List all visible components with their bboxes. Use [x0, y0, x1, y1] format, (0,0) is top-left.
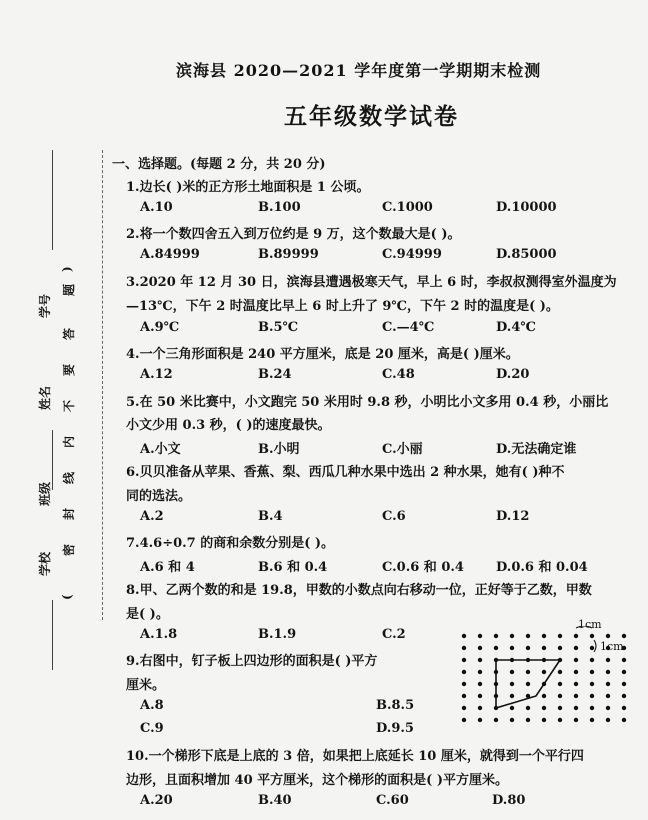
- nail-dot: [510, 694, 514, 698]
- binding-margin: [0, 0, 112, 820]
- nail-dot: [574, 670, 578, 674]
- nail-dot: [526, 718, 530, 722]
- option-c: C.9: [140, 721, 164, 736]
- option-b: B.40: [258, 793, 292, 808]
- nail-dot: [542, 694, 546, 698]
- unit-bracket-right: [594, 640, 596, 652]
- option-c: C.0.6 和 0.4: [382, 560, 464, 575]
- option-a: A.12: [140, 367, 173, 382]
- option-d: D.10000: [496, 200, 557, 215]
- nail-dot: [558, 646, 562, 650]
- nail-dot: [510, 670, 514, 674]
- nail-dot: [558, 706, 562, 710]
- option-d: D.4℃: [496, 320, 536, 335]
- nail-dot: [510, 706, 514, 710]
- nail-dot: [622, 658, 626, 662]
- option-d: D.无法确定谁: [496, 442, 577, 457]
- option-b: B.24: [258, 367, 292, 382]
- blank-line: [52, 150, 53, 250]
- nail-dot: [622, 694, 626, 698]
- nail-dot: [574, 718, 578, 722]
- section-title: 一、选择题。(每题 2 分，共 20 分): [112, 157, 326, 172]
- nail-dot: [478, 646, 482, 650]
- nail-dot: [478, 658, 482, 662]
- option-a: A.2: [140, 509, 164, 524]
- nail-dot: [542, 634, 546, 638]
- question-stem: 4.一个三角形面积是 240 平方厘米，底是 20 厘米，高是( )厘米。: [126, 347, 519, 362]
- nail-dot: [558, 670, 562, 674]
- nail-dot: [606, 670, 610, 674]
- nail-dot: [590, 682, 594, 686]
- nail-dot: [558, 694, 562, 698]
- unit-label-right: 1cm: [600, 640, 624, 653]
- binding-label-mi: 密: [62, 543, 76, 556]
- nail-dot: [510, 682, 514, 686]
- option-c: C.小丽: [382, 442, 423, 457]
- option-d: D.12: [496, 509, 530, 524]
- nail-dot: [542, 706, 546, 710]
- binding-label-xian: 线: [62, 471, 76, 484]
- nail-dot: [558, 634, 562, 638]
- binding-label-ti: 题: [62, 283, 76, 296]
- option-a: A.9℃: [140, 320, 180, 335]
- binding-label-feng: 封: [62, 507, 76, 520]
- unit-label-top: 1cm: [578, 618, 602, 631]
- blank-line: [52, 430, 53, 490]
- blank-line: [52, 600, 53, 670]
- option-c: C.—4℃: [382, 320, 435, 335]
- question-stem: 2.将一个数四舍五入到万位约是 9 万，这个数最大是( )。: [126, 227, 461, 242]
- nail-dot: [510, 634, 514, 638]
- nail-dot: [494, 718, 498, 722]
- nail-dot: [590, 718, 594, 722]
- nail-dot: [606, 658, 610, 662]
- nail-dot: [462, 706, 466, 710]
- nail-dot: [590, 694, 594, 698]
- nail-dot: [510, 718, 514, 722]
- nail-dot: [590, 646, 594, 650]
- question-stem: 是( )。: [126, 607, 169, 622]
- nail-dot: [478, 706, 482, 710]
- option-c: C.6: [382, 509, 406, 524]
- question-stem: —13℃，下午 2 时温度比早上 6 时上升了 9℃，下午 2 时的温度是( )。: [126, 299, 559, 314]
- nail-dot: [606, 718, 610, 722]
- option-d: D.20: [496, 367, 530, 382]
- nail-dot: [622, 706, 626, 710]
- option-d: D.80: [492, 793, 526, 808]
- nail-dot: [590, 634, 594, 638]
- binding-label-da: 答: [62, 327, 76, 340]
- question-stem: 10.一个梯形下底是上底的 3 倍，如果把上底延长 10 厘米，就得到一个平行四: [126, 749, 584, 764]
- nail-dot: [494, 646, 498, 650]
- question-stem: 7.4.6÷0.7 的商和余数分别是( )。: [126, 536, 335, 551]
- nail-dot: [622, 670, 626, 674]
- option-b: B.5℃: [258, 320, 299, 335]
- nail-dot: [606, 634, 610, 638]
- nail-dot: [462, 718, 466, 722]
- nail-dot: [478, 634, 482, 638]
- nail-board-figure: [454, 618, 630, 734]
- seal-line: [102, 150, 103, 620]
- nail-dot: [606, 694, 610, 698]
- option-d: D.9.5: [376, 721, 414, 736]
- nail-dot: [590, 706, 594, 710]
- nail-dot: [462, 670, 466, 674]
- option-b: B.小明: [258, 442, 300, 457]
- nail-dot: [542, 718, 546, 722]
- nail-dot: [478, 718, 482, 722]
- question-stem: 3.2020 年 12 月 30 日，滨海县遭遇极寒天气，早上 6 时，李叔叔测得室外温度为: [126, 275, 617, 290]
- option-a: A.1.8: [140, 627, 178, 642]
- nail-dot: [462, 682, 466, 686]
- question-stem: 9.右图中，钉子板上四边形的面积是( )平方: [126, 654, 378, 669]
- option-a: A.20: [140, 793, 173, 808]
- option-a: A.6 和 4: [140, 560, 195, 575]
- option-a: A.小文: [140, 442, 181, 457]
- nail-dot: [622, 634, 626, 638]
- nail-dot: [558, 718, 562, 722]
- binding-label-banji: 班级: [38, 481, 52, 506]
- option-c: C.1000: [382, 200, 433, 215]
- option-b: B.8.5: [376, 698, 415, 713]
- option-b: B.4: [258, 509, 283, 524]
- nail-dot: [574, 706, 578, 710]
- option-c: C.94999: [382, 247, 442, 262]
- nail-dot: [622, 682, 626, 686]
- nail-dot: [526, 634, 530, 638]
- option-a: A.10: [140, 200, 173, 215]
- question-stem: 6.贝贝准备从苹果、香蕉、梨、西瓜几种水果中选出 2 种水果，她有( )种不: [126, 465, 565, 480]
- nail-dot: [574, 694, 578, 698]
- nail-dot: [478, 694, 482, 698]
- nail-dot: [462, 694, 466, 698]
- option-b: B.6 和 0.4: [258, 560, 328, 575]
- nail-dot: [606, 706, 610, 710]
- binding-label-xuehao: 学号: [38, 293, 52, 318]
- question-stem: 8.甲、乙两个数的和是 19.8，甲数的小数点向右移动一位，正好等于乙数，甲数: [126, 583, 592, 598]
- nail-dot: [542, 670, 546, 674]
- option-d: D.85000: [496, 247, 557, 262]
- nail-dot: [510, 646, 514, 650]
- nail-dot: [526, 706, 530, 710]
- nail-dot: [462, 634, 466, 638]
- nail-dot: [526, 670, 530, 674]
- binding-label-yao: 要: [62, 363, 76, 376]
- binding-bracket-right: ): [60, 266, 74, 272]
- binding-label-nei: 内: [62, 435, 76, 448]
- nail-dot: [462, 646, 466, 650]
- nail-dot: [574, 682, 578, 686]
- exam-header-line: 滨海县 2020—2021 学年度第一学期期末检测: [176, 61, 542, 80]
- nail-dot: [526, 682, 530, 686]
- exam-title: 五年级数学试卷: [284, 103, 459, 130]
- option-c: C.48: [382, 367, 415, 382]
- nail-dot: [462, 658, 466, 662]
- nail-dot: [574, 646, 578, 650]
- question-stem: 5.在 50 米比赛中，小文跑完 50 米用时 9.8 秒，小明比小文多用 0.4 秒，小丽比: [126, 395, 609, 410]
- binding-label-xuexiao: 学校: [38, 551, 52, 576]
- option-a: A.84999: [140, 247, 200, 262]
- option-b: B.100: [258, 200, 301, 215]
- nail-dot: [590, 658, 594, 662]
- nail-dot: [526, 646, 530, 650]
- option-c: C.2: [382, 627, 406, 642]
- binding-bracket-left: (: [60, 594, 74, 600]
- option-c: C.60: [376, 793, 409, 808]
- question-stem: 小文少用 0.3 秒，( )的速度最快。: [126, 418, 331, 433]
- question-stem: 边形，且面积增加 40 平方厘米，这个梯形的面积是( )平方厘米。: [126, 773, 508, 788]
- option-d: D.0.6 和 0.04: [496, 560, 588, 575]
- binding-label-bu: 不: [62, 399, 76, 412]
- nail-dot: [478, 682, 482, 686]
- nail-dot: [606, 682, 610, 686]
- nail-dot: [622, 718, 626, 722]
- option-b: B.1.9: [258, 627, 297, 642]
- nail-dot: [590, 670, 594, 674]
- question-stem: 1.边长( )米的正方形土地面积是 1 公顷。: [126, 180, 370, 195]
- nail-dot: [574, 634, 578, 638]
- nail-dot: [494, 634, 498, 638]
- binding-label-xingming: 姓名: [38, 385, 52, 410]
- nail-dot: [478, 670, 482, 674]
- question-stem: 同的选法。: [126, 489, 192, 504]
- option-a: A.8: [140, 698, 164, 713]
- question-stem: 厘米。: [126, 678, 166, 693]
- nail-dot: [542, 646, 546, 650]
- nail-dot: [574, 658, 578, 662]
- nail-dot: [558, 682, 562, 686]
- option-b: B.89999: [258, 247, 319, 262]
